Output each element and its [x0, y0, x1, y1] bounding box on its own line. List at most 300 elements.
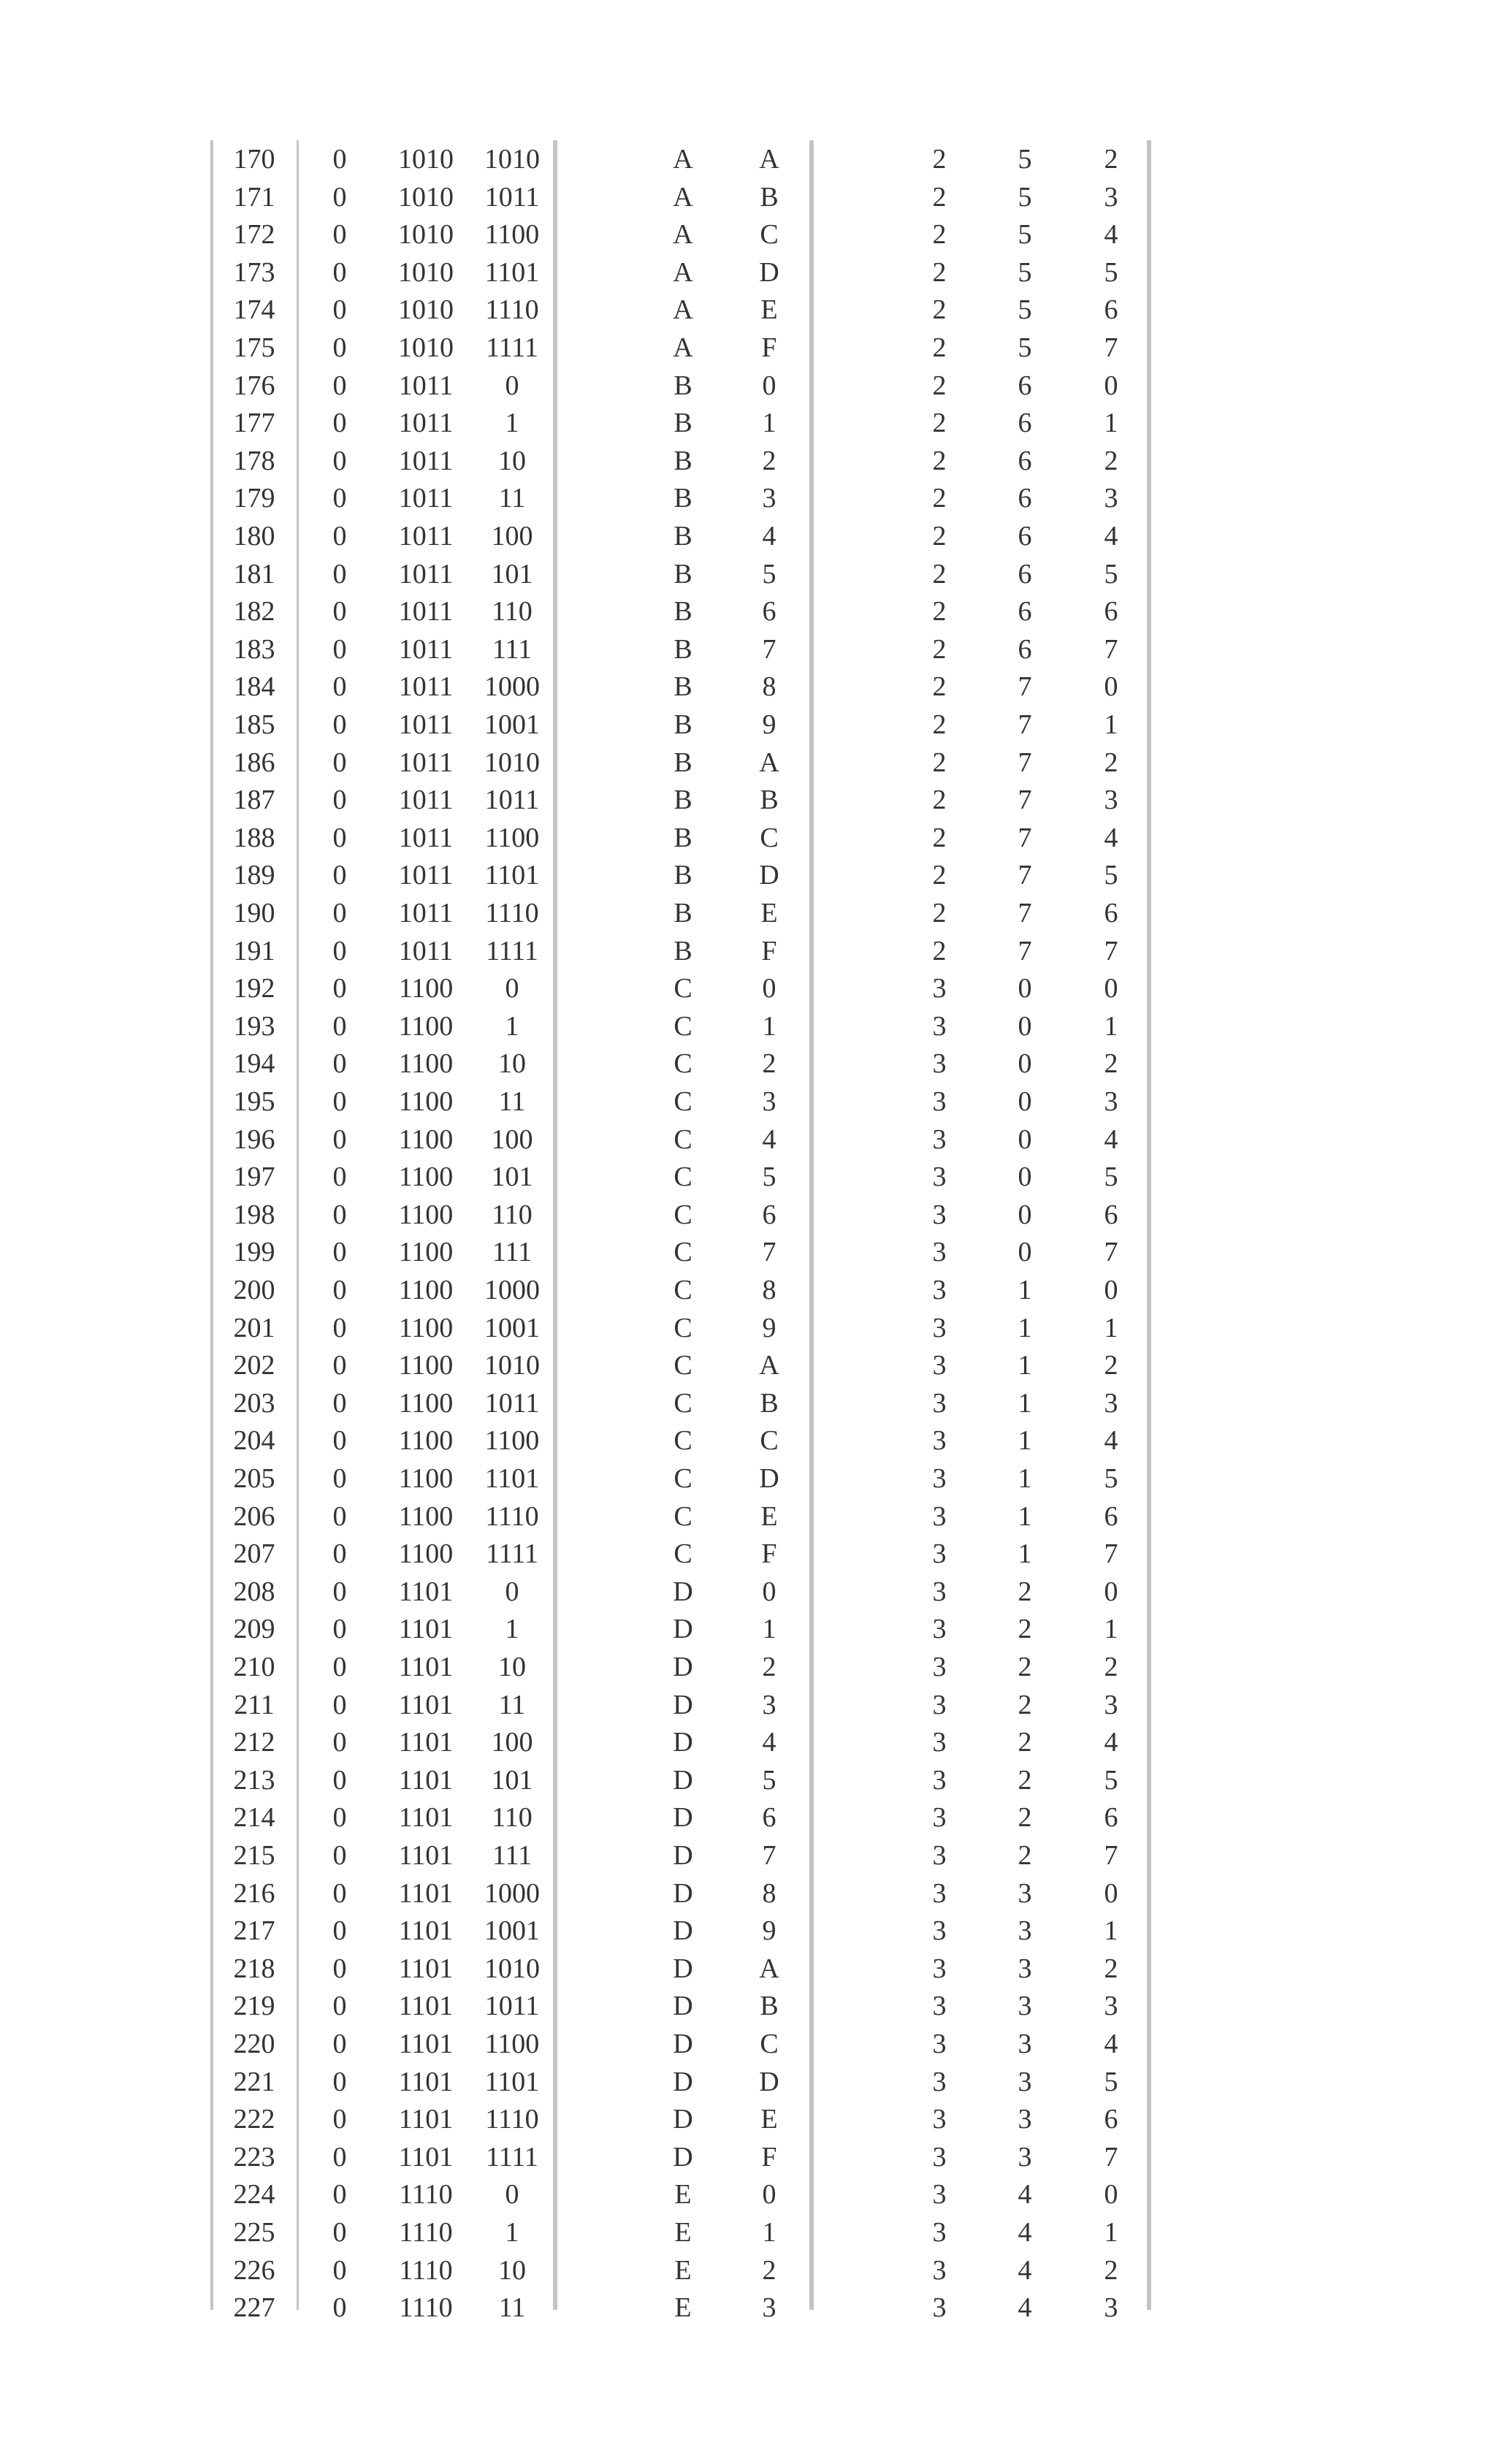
binary-low-nibble-cell: 1110: [485, 898, 539, 928]
octal-tens-cell: 4: [1018, 2179, 1032, 2211]
hex-high-digit-cell: D: [673, 1652, 693, 1682]
binary-group-cell: 0: [332, 1312, 347, 1343]
octal-hundreds-cell: 3: [932, 2179, 947, 2211]
table-row: [0, 1610, 1496, 1648]
decimal-cell: 186: [233, 747, 275, 778]
decimal-cell: 192: [233, 973, 275, 1004]
table-row: [0, 1648, 1496, 1686]
octal-hundreds-cell: 3: [932, 2217, 947, 2248]
binary-low-nibble-cell: 111: [492, 633, 533, 665]
octal-ones-cell: 2: [1104, 1953, 1118, 1984]
hex-low-digit-cell: 6: [762, 596, 776, 628]
binary-low-nibble-cell: 1011: [484, 181, 540, 213]
binary-high-nibble-cell: 1011: [398, 860, 454, 891]
octal-ones-cell: 1: [1104, 1010, 1118, 1042]
octal-ones-cell: 3: [1104, 2292, 1118, 2324]
binary-low-nibble-cell: 1111: [486, 935, 538, 966]
hex-high-digit-cell: C: [673, 1275, 692, 1305]
binary-low-nibble-cell: 101: [491, 558, 533, 590]
decimal-cell: 226: [233, 2254, 275, 2286]
binary-group-cell: 0: [332, 2179, 347, 2211]
hex-low-digit-cell: B: [760, 181, 779, 213]
octal-hundreds-cell: 3: [932, 1915, 947, 1947]
binary-low-nibble-cell: 0: [505, 973, 519, 1004]
octal-tens-cell: 3: [1018, 1915, 1032, 1947]
hex-low-digit-cell: 8: [762, 671, 776, 703]
decimal-cell: 194: [233, 1048, 275, 1080]
table-row: [0, 1987, 1496, 2025]
octal-ones-cell: 5: [1104, 256, 1118, 288]
binary-group-cell: 0: [332, 1048, 347, 1080]
hex-high-digit-cell: D: [673, 1689, 693, 1720]
table-row: [0, 856, 1496, 894]
binary-group-cell: 0: [332, 822, 347, 853]
octal-ones-cell: 1: [1104, 2217, 1118, 2248]
hex-low-digit-cell: 9: [762, 709, 776, 740]
hex-high-digit-cell: A: [673, 144, 693, 175]
hex-low-digit-cell: E: [760, 1500, 778, 1532]
binary-group-cell: 0: [332, 1764, 347, 1796]
octal-tens-cell: 3: [1018, 1991, 1032, 2022]
decimal-cell: 183: [233, 633, 275, 665]
binary-high-nibble-cell: 1101: [398, 1689, 454, 1720]
binary-high-nibble-cell: 1101: [398, 1915, 454, 1947]
decimal-cell: 189: [233, 860, 275, 891]
table-row: [0, 744, 1496, 782]
binary-low-nibble-cell: 1: [505, 408, 519, 439]
table-row: [0, 555, 1496, 593]
binary-low-nibble-cell: 100: [491, 1727, 533, 1758]
hex-high-digit-cell: D: [673, 2029, 693, 2059]
binary-low-nibble-cell: 1010: [484, 1350, 540, 1381]
hex-low-digit-cell: D: [759, 2066, 779, 2097]
binary-low-nibble-cell: 1: [505, 1614, 519, 1645]
table-row: [0, 1233, 1496, 1271]
octal-tens-cell: 1: [1018, 1387, 1032, 1419]
binary-group-cell: 0: [332, 973, 347, 1004]
hex-low-digit-cell: F: [761, 2141, 777, 2173]
decimal-cell: 215: [233, 1840, 275, 1871]
octal-hundreds-cell: 3: [932, 1275, 947, 1305]
binary-group-cell: 0: [332, 1275, 347, 1305]
binary-high-nibble-cell: 1110: [399, 2217, 453, 2248]
decimal-cell: 191: [233, 935, 275, 966]
octal-tens-cell: 6: [1018, 633, 1032, 665]
hex-high-digit-cell: D: [673, 1614, 693, 1645]
table-row: [0, 178, 1496, 216]
binary-low-nibble-cell: 1111: [486, 332, 538, 363]
binary-group-cell: 0: [332, 294, 347, 326]
binary-low-nibble-cell: 1101: [484, 256, 540, 288]
octal-ones-cell: 3: [1104, 1991, 1118, 2022]
octal-hundreds-cell: 2: [932, 144, 947, 175]
octal-ones-cell: 3: [1104, 785, 1118, 816]
octal-ones-cell: 6: [1104, 1500, 1118, 1532]
binary-high-nibble-cell: 1100: [398, 1425, 454, 1457]
decimal-cell: 177: [233, 408, 275, 439]
decimal-cell: 198: [233, 1199, 275, 1230]
octal-tens-cell: 5: [1018, 256, 1032, 288]
decimal-cell: 181: [233, 558, 275, 590]
hex-low-digit-cell: C: [760, 219, 779, 251]
octal-tens-cell: 1: [1018, 1275, 1032, 1305]
octal-hundreds-cell: 3: [932, 1727, 947, 1758]
binary-high-nibble-cell: 1100: [398, 1237, 454, 1268]
decimal-cell: 220: [233, 2029, 275, 2059]
binary-group-cell: 0: [332, 181, 347, 213]
octal-hundreds-cell: 2: [932, 860, 947, 891]
table-row: [0, 1384, 1496, 1422]
octal-hundreds-cell: 2: [932, 596, 947, 628]
binary-high-nibble-cell: 1101: [398, 2029, 454, 2059]
octal-hundreds-cell: 3: [932, 2066, 947, 2097]
octal-hundreds-cell: 3: [932, 1802, 947, 1834]
hex-high-digit-cell: B: [673, 898, 692, 928]
decimal-cell: 217: [233, 1915, 275, 1947]
octal-ones-cell: 6: [1104, 1199, 1118, 1230]
octal-ones-cell: 6: [1104, 1802, 1118, 1834]
table-row: [0, 215, 1496, 253]
binary-high-nibble-cell: 1101: [398, 1840, 454, 1871]
hex-high-digit-cell: B: [673, 408, 692, 439]
hex-high-digit-cell: A: [673, 332, 693, 363]
decimal-cell: 171: [233, 181, 275, 213]
binary-high-nibble-cell: 1100: [398, 1387, 454, 1419]
octal-hundreds-cell: 3: [932, 1764, 947, 1796]
hex-high-digit-cell: D: [673, 1727, 693, 1758]
octal-tens-cell: 1: [1018, 1500, 1032, 1532]
binary-low-nibble-cell: 1101: [484, 2066, 540, 2097]
octal-tens-cell: 0: [1018, 1199, 1032, 1230]
hex-high-digit-cell: E: [674, 2254, 692, 2286]
octal-hundreds-cell: 2: [932, 332, 947, 363]
decimal-cell: 225: [233, 2217, 275, 2248]
decimal-cell: 200: [233, 1275, 275, 1305]
hex-low-digit-cell: A: [759, 144, 779, 175]
binary-low-nibble-cell: 100: [491, 1124, 533, 1155]
octal-hundreds-cell: 3: [932, 1689, 947, 1720]
binary-group-cell: 0: [332, 144, 347, 175]
octal-hundreds-cell: 2: [932, 822, 947, 853]
binary-low-nibble-cell: 1000: [484, 671, 540, 703]
octal-tens-cell: 7: [1018, 860, 1032, 891]
hex-low-digit-cell: B: [760, 785, 779, 816]
hex-low-digit-cell: E: [760, 294, 778, 326]
hex-low-digit-cell: 3: [762, 1689, 776, 1720]
hex-high-digit-cell: C: [673, 1425, 692, 1457]
octal-hundreds-cell: 3: [932, 2104, 947, 2135]
binary-high-nibble-cell: 1011: [398, 483, 454, 514]
decimal-cell: 190: [233, 898, 275, 928]
decimal-cell: 185: [233, 709, 275, 740]
hex-high-digit-cell: B: [673, 596, 692, 628]
octal-hundreds-cell: 3: [932, 1387, 947, 1419]
table-row: [0, 630, 1496, 668]
decimal-cell: 175: [233, 332, 275, 363]
octal-hundreds-cell: 3: [932, 1500, 947, 1532]
octal-hundreds-cell: 3: [932, 1840, 947, 1871]
binary-group-cell: 0: [332, 747, 347, 778]
octal-hundreds-cell: 3: [932, 1538, 947, 1570]
hex-low-digit-cell: 4: [762, 1124, 776, 1155]
table-row: [0, 2100, 1496, 2138]
hex-high-digit-cell: D: [673, 1840, 693, 1871]
binary-low-nibble-cell: 1010: [484, 1953, 540, 1984]
hex-low-digit-cell: C: [760, 1425, 779, 1457]
binary-high-nibble-cell: 1101: [398, 1991, 454, 2022]
table-row: [0, 1121, 1496, 1159]
octal-tens-cell: 5: [1018, 332, 1032, 363]
binary-low-nibble-cell: 1100: [484, 2029, 540, 2059]
binary-group-cell: 0: [332, 671, 347, 703]
table-row: [0, 1196, 1496, 1234]
octal-ones-cell: 0: [1104, 671, 1118, 703]
octal-hundreds-cell: 3: [932, 2029, 947, 2059]
binary-high-nibble-cell: 1011: [398, 935, 454, 966]
table-row: [0, 1950, 1496, 1988]
binary-low-nibble-cell: 1100: [484, 822, 540, 853]
octal-ones-cell: 2: [1104, 1048, 1118, 1080]
octal-tens-cell: 7: [1018, 935, 1032, 966]
hex-low-digit-cell: A: [759, 1350, 779, 1381]
binary-low-nibble-cell: 110: [492, 1802, 533, 1834]
hex-high-digit-cell: D: [673, 1953, 693, 1984]
decimal-cell: 179: [233, 483, 275, 514]
table-row: [0, 517, 1496, 555]
binary-group-cell: 0: [332, 1124, 347, 1155]
binary-low-nibble-cell: 1111: [486, 2141, 538, 2173]
octal-ones-cell: 6: [1104, 2104, 1118, 2135]
octal-tens-cell: 1: [1018, 1463, 1032, 1494]
hex-low-digit-cell: 1: [762, 1010, 776, 1042]
octal-ones-cell: 5: [1104, 1463, 1118, 1494]
octal-ones-cell: 3: [1104, 1086, 1118, 1117]
octal-ones-cell: 4: [1104, 1727, 1118, 1758]
binary-high-nibble-cell: 1100: [398, 1124, 454, 1155]
binary-high-nibble-cell: 1011: [398, 370, 454, 401]
decimal-cell: 209: [233, 1614, 275, 1645]
decimal-cell: 199: [233, 1237, 275, 1268]
table-row: [0, 1535, 1496, 1573]
binary-group-cell: 0: [332, 1387, 347, 1419]
table-row: [0, 291, 1496, 329]
octal-hundreds-cell: 3: [932, 1953, 947, 1984]
binary-low-nibble-cell: 10: [498, 445, 526, 476]
hex-low-digit-cell: 1: [762, 408, 776, 439]
octal-hundreds-cell: 2: [932, 747, 947, 778]
hex-high-digit-cell: B: [673, 860, 692, 891]
table-row: [0, 1498, 1496, 1536]
hex-low-digit-cell: 7: [762, 1840, 776, 1871]
hex-high-digit-cell: E: [674, 2217, 692, 2248]
binary-high-nibble-cell: 1100: [398, 1350, 454, 1381]
octal-ones-cell: 7: [1104, 935, 1118, 966]
binary-low-nibble-cell: 11: [498, 1689, 526, 1720]
hex-high-digit-cell: C: [673, 1162, 692, 1193]
octal-tens-cell: 2: [1018, 1727, 1032, 1758]
decimal-cell: 180: [233, 521, 275, 552]
table-row: [0, 2138, 1496, 2176]
hex-low-digit-cell: 6: [762, 1199, 776, 1230]
table-row: [0, 1045, 1496, 1083]
octal-hundreds-cell: 3: [932, 973, 947, 1004]
binary-group-cell: 0: [332, 521, 347, 552]
octal-tens-cell: 6: [1018, 558, 1032, 590]
hex-high-digit-cell: C: [673, 1312, 692, 1343]
binary-group-cell: 0: [332, 2254, 347, 2286]
decimal-cell: 187: [233, 785, 275, 816]
binary-group-cell: 0: [332, 1614, 347, 1645]
table-row: [0, 668, 1496, 706]
decimal-cell: 204: [233, 1425, 275, 1457]
binary-low-nibble-cell: 1001: [484, 1312, 540, 1343]
octal-hundreds-cell: 3: [932, 1614, 947, 1645]
binary-high-nibble-cell: 1010: [398, 181, 454, 213]
hex-high-digit-cell: B: [673, 633, 692, 665]
octal-tens-cell: 3: [1018, 2066, 1032, 2097]
hex-high-digit-cell: D: [673, 1802, 693, 1834]
octal-ones-cell: 5: [1104, 558, 1118, 590]
octal-hundreds-cell: 3: [932, 1576, 947, 1607]
binary-low-nibble-cell: 1011: [484, 1991, 540, 2022]
binary-group-cell: 0: [332, 370, 347, 401]
hex-high-digit-cell: D: [673, 1915, 693, 1947]
hex-high-digit-cell: A: [673, 294, 693, 326]
table-row: [0, 140, 1496, 178]
octal-ones-cell: 3: [1104, 181, 1118, 213]
octal-tens-cell: 2: [1018, 1576, 1032, 1607]
binary-group-cell: 0: [332, 1010, 347, 1042]
binary-high-nibble-cell: 1100: [398, 1048, 454, 1080]
octal-hundreds-cell: 2: [932, 633, 947, 665]
hex-high-digit-cell: C: [673, 1199, 692, 1230]
octal-tens-cell: 6: [1018, 596, 1032, 628]
binary-group-cell: 0: [332, 2029, 347, 2059]
table-row: [0, 1761, 1496, 1799]
octal-ones-cell: 3: [1104, 1387, 1118, 1419]
table-row: [0, 969, 1496, 1007]
octal-tens-cell: 7: [1018, 898, 1032, 928]
binary-high-nibble-cell: 1101: [398, 2141, 454, 2173]
octal-tens-cell: 6: [1018, 521, 1032, 552]
octal-tens-cell: 2: [1018, 1689, 1032, 1720]
binary-low-nibble-cell: 1010: [484, 747, 540, 778]
decimal-cell: 214: [233, 1802, 275, 1834]
hex-low-digit-cell: 1: [762, 1614, 776, 1645]
octal-tens-cell: 1: [1018, 1350, 1032, 1381]
binary-high-nibble-cell: 1101: [398, 1764, 454, 1796]
octal-tens-cell: 3: [1018, 2141, 1032, 2173]
hex-high-digit-cell: B: [673, 370, 692, 401]
octal-ones-cell: 4: [1104, 2029, 1118, 2059]
hex-low-digit-cell: 7: [762, 1237, 776, 1268]
hex-high-digit-cell: D: [673, 1764, 693, 1796]
hex-high-digit-cell: B: [673, 822, 692, 853]
octal-tens-cell: 0: [1018, 1048, 1032, 1080]
hex-high-digit-cell: D: [673, 2141, 693, 2173]
decimal-cell: 210: [233, 1652, 275, 1682]
decimal-cell: 211: [234, 1689, 275, 1720]
binary-group-cell: 0: [332, 898, 347, 928]
octal-tens-cell: 7: [1018, 709, 1032, 740]
hex-low-digit-cell: A: [759, 747, 779, 778]
octal-hundreds-cell: 3: [932, 2141, 947, 2173]
octal-ones-cell: 4: [1104, 521, 1118, 552]
octal-tens-cell: 5: [1018, 294, 1032, 326]
octal-ones-cell: 0: [1104, 973, 1118, 1004]
binary-high-nibble-cell: 1011: [398, 898, 454, 928]
hex-high-digit-cell: C: [673, 1086, 692, 1117]
octal-ones-cell: 0: [1104, 1877, 1118, 1909]
hex-low-digit-cell: 3: [762, 1086, 776, 1117]
hex-high-digit-cell: B: [673, 709, 692, 740]
octal-ones-cell: 6: [1104, 596, 1118, 628]
hex-high-digit-cell: B: [673, 445, 692, 476]
octal-ones-cell: 7: [1104, 2141, 1118, 2173]
hex-high-digit-cell: B: [673, 483, 692, 514]
octal-hundreds-cell: 3: [932, 1425, 947, 1457]
binary-low-nibble-cell: 1000: [484, 1877, 540, 1909]
hex-high-digit-cell: C: [673, 973, 692, 1004]
octal-ones-cell: 2: [1104, 2254, 1118, 2286]
octal-tens-cell: 2: [1018, 1802, 1032, 1834]
table-row: [0, 367, 1496, 405]
binary-high-nibble-cell: 1011: [398, 709, 454, 740]
octal-ones-cell: 6: [1104, 898, 1118, 928]
octal-hundreds-cell: 3: [932, 1877, 947, 1909]
decimal-cell: 196: [233, 1124, 275, 1155]
binary-low-nibble-cell: 1001: [484, 1915, 540, 1947]
decimal-cell: 182: [233, 596, 275, 628]
decimal-cell: 206: [233, 1500, 275, 1532]
hex-high-digit-cell: C: [673, 1500, 692, 1532]
binary-high-nibble-cell: 1011: [398, 747, 454, 778]
binary-high-nibble-cell: 1100: [398, 1312, 454, 1343]
octal-tens-cell: 5: [1018, 181, 1032, 213]
hex-high-digit-cell: E: [674, 2292, 692, 2324]
binary-low-nibble-cell: 1110: [485, 2104, 539, 2135]
octal-hundreds-cell: 3: [932, 1237, 947, 1268]
binary-high-nibble-cell: 1100: [398, 1275, 454, 1305]
table-row: [0, 1723, 1496, 1761]
binary-group-cell: 0: [332, 1953, 347, 1984]
octal-tens-cell: 5: [1018, 219, 1032, 251]
hex-high-digit-cell: D: [673, 1991, 693, 2022]
table-row: [0, 932, 1496, 970]
hex-low-digit-cell: F: [761, 332, 777, 363]
octal-hundreds-cell: 3: [932, 1124, 947, 1155]
binary-high-nibble-cell: 1101: [398, 1652, 454, 1682]
hex-high-digit-cell: C: [673, 1350, 692, 1381]
binary-group-cell: 0: [332, 1802, 347, 1834]
octal-tens-cell: 2: [1018, 1652, 1032, 1682]
binary-high-nibble-cell: 1011: [398, 633, 454, 665]
octal-hundreds-cell: 3: [932, 1086, 947, 1117]
octal-ones-cell: 1: [1104, 1614, 1118, 1645]
table-row: [0, 253, 1496, 291]
binary-group-cell: 0: [332, 935, 347, 966]
decimal-cell: 205: [233, 1463, 275, 1494]
binary-group-cell: 0: [332, 1350, 347, 1381]
octal-ones-cell: 0: [1104, 1576, 1118, 1607]
decimal-cell: 178: [233, 445, 275, 476]
binary-low-nibble-cell: 0: [505, 2179, 519, 2211]
binary-high-nibble-cell: 1100: [398, 1162, 454, 1193]
hex-low-digit-cell: 8: [762, 1275, 776, 1305]
hex-low-digit-cell: B: [760, 1991, 779, 2022]
table-row: [0, 592, 1496, 630]
decimal-cell: 188: [233, 822, 275, 853]
